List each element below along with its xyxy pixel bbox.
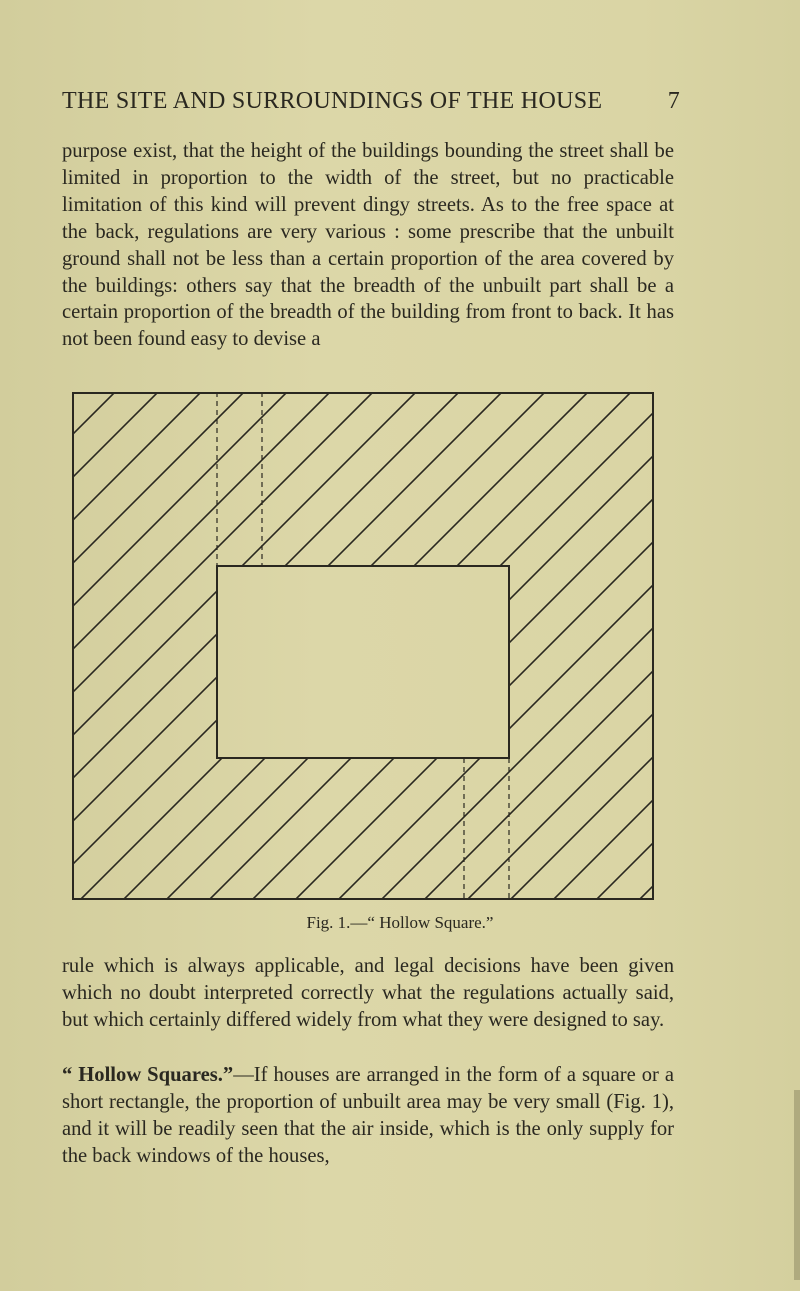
running-head-title: THE SITE AND SURROUNDINGS OF THE HOUSE <box>62 88 603 114</box>
paragraph-1: purpose exist, that the height of the buildings bounding the street shall be limited in proportion to the width of the street, but no practicable limitation of this kind will prevent dingy streets. As to the free space at the back, regulations are very various : some prescribe that the unbuilt ground shall not be less than a certain proportion of the area covered by the buildings: others say that the breadth of the unbuilt part shall be a certain proportion of the breadth of the building from front to back. It has not been found easy to devise a <box>62 140 674 351</box>
page-number: 7 <box>667 88 680 114</box>
paragraph-3 <box>62 1062 674 1170</box>
outer-boundary <box>73 393 653 899</box>
hollow-square-figure <box>72 392 654 900</box>
running-head <box>62 88 680 115</box>
hatch-lines <box>72 392 654 900</box>
figure-caption: Fig. 1.—“ Hollow Square.” <box>306 913 494 932</box>
paragraph-3-text: —If houses are arranged in the form of a square or a short rectangle, the proportion of unbuilt area may be very small (Fig. 1), and it will be readily seen that the air inside, which is the only supply for the back windows of the houses, <box>62 1064 675 1167</box>
section-lead: “ Hollow Squares.” <box>62 1064 234 1086</box>
dashed-guides <box>217 392 509 900</box>
paragraph-2: rule which is always applicable, and legal decisions have been given which no doubt interpreted correctly what the regulations actually said, but which certainly differed widely from what they were designed to say. <box>62 955 674 1031</box>
page-edge-mark <box>794 1090 800 1280</box>
